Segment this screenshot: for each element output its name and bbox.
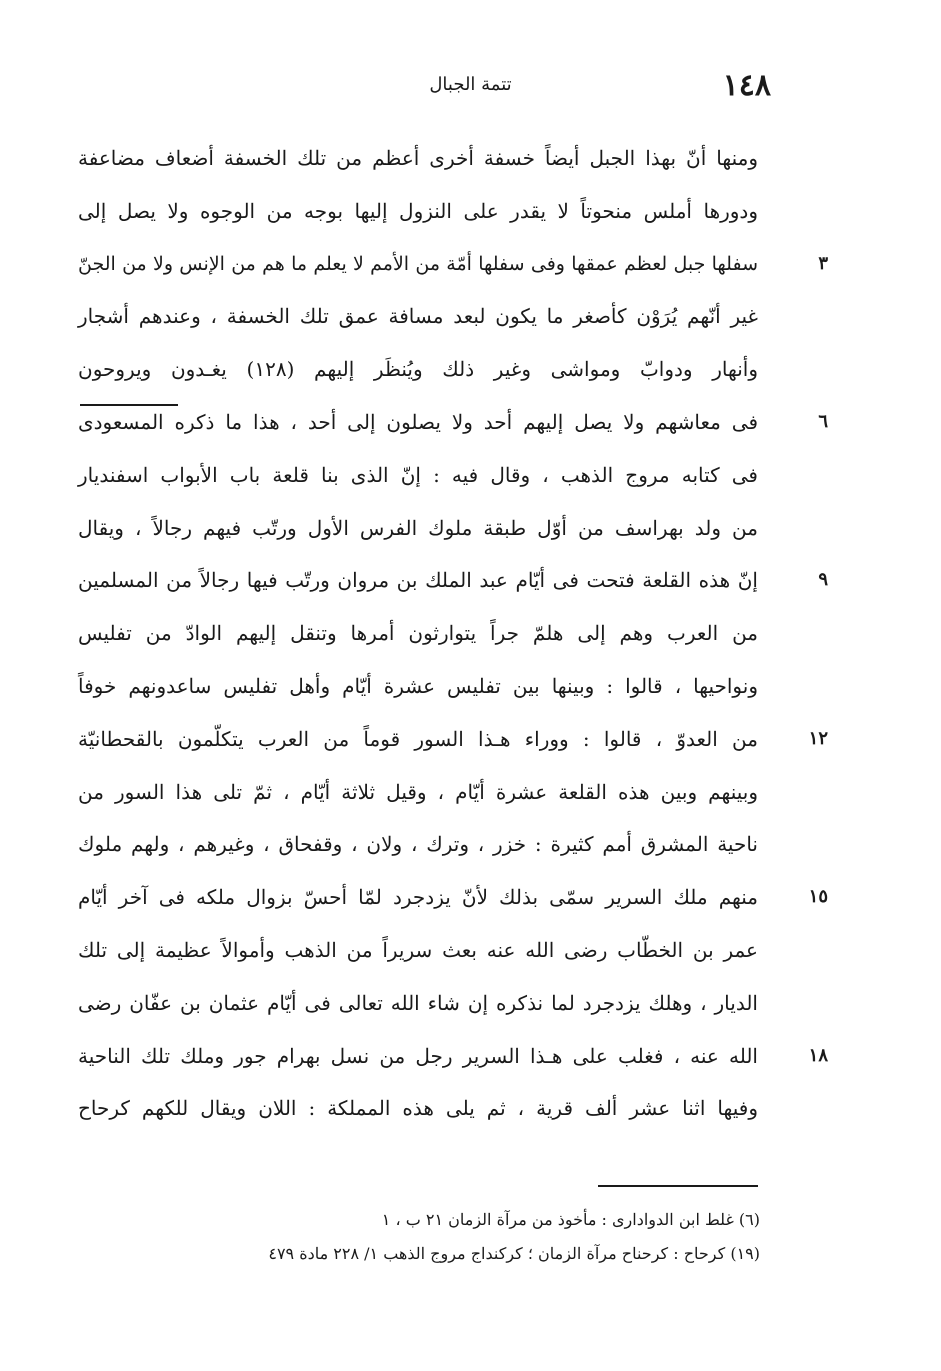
text-line <box>78 290 758 343</box>
text-line <box>78 607 758 660</box>
line-text: من العدوّ ، قالوا : ووراء هـذا السور قوماً من العرب يتكلّمون بالقحطانيّة <box>78 726 758 751</box>
page-header <box>0 62 941 102</box>
footnote: (٦) غلط ابن الدوادارى : مأخوذ من مرآة الزمان ٢١ ب ، ١ <box>381 1210 760 1229</box>
text-line <box>78 977 758 1030</box>
footnotes <box>100 1203 760 1271</box>
text-line <box>78 238 828 291</box>
text-line <box>78 343 758 396</box>
line-text: وفيها اثنا عشر ألف قرية ، ثم يلى هذه المملكة : اللان ويقال للكهم كرحاح <box>78 1096 758 1121</box>
line-text: سفلها جبل لعظم عمقها وفى سفلها أمّة من الأمم لا يعلم ما هم من الإنس ولا من الجنّ <box>78 252 758 275</box>
line-text: الله عنه ، فغلب على هـذا السرير رجل من نسل بهرام جور وملك تلك الناحية <box>78 1043 758 1068</box>
text-line <box>78 818 758 871</box>
footnote: (١٩) كرحاح : كرحناح مرآة الزمان ؛ كركنداج مروج الذهب ١/ ٢٢٨ مادة ٤٧٩ <box>268 1244 760 1263</box>
text-line <box>78 1082 758 1135</box>
line-text: منهم ملك السرير سمّى بذلك لأنّ يزدجرد لمّا أحسّ بزوال ملكه فى آخر أيّام <box>78 885 758 910</box>
text-line <box>78 185 758 238</box>
line-text: ودورها أملس منحوتاً لا يقدر على النزول إليها بوجه من الوجوه ولا يصل إلى <box>78 198 758 223</box>
text-line <box>78 766 758 819</box>
line-number: ١٢ <box>808 727 828 749</box>
text-line <box>78 924 758 977</box>
text-line <box>78 1030 828 1083</box>
line-text: ومنها أنّ بهذا الجبل أيضاً خسفة أخرى أعظم من تلك الخسفة أضعاف مضاعفة <box>78 146 758 170</box>
line-text: وبينهم وبين هذه القلعة عشرة أيّام ، وقيل ثلاثة أيّام ، ثمّ تلى هذا السور من <box>78 779 758 804</box>
line-text: وأنهار ودوابّ ومواشى وغير ذلك ويُنظَر إليهم (١٢٨) يغـدون ويروحون <box>78 357 758 382</box>
text-line <box>78 871 828 924</box>
line-text: فى كتابه مروج الذهب ، وقال فيه : إنّ الذى بنا قلعة باب الأبواب اسفنديار <box>78 462 758 487</box>
line-number: ١٨ <box>808 1044 828 1066</box>
text-line <box>78 554 828 607</box>
line-text: ونواحيها ، قالوا : وبينها بين تفليس عشرة أيّام وأهل تفليس ساعدونهم خوفاً <box>78 673 758 698</box>
line-number: ٣ <box>818 252 828 274</box>
line-text: ناحية المشرق أمم كثيرة : خزر ، وترك ، ولان ، وقفحاق ، وغيرهم ، ولهم ملوك <box>78 832 758 857</box>
line-text: إنّ هذه القلعة فتحت فى أيّام عبد الملك بن مروان ورتّب فيها رجالاً من المسلمين <box>78 568 758 593</box>
marginal-rule <box>80 404 178 406</box>
line-text: الديار ، وهلك يزدجرد لما نذكره إن شاء الله تعالى فى أيّام عثمان بن عفّان رضى <box>78 990 758 1015</box>
line-text: فى معاشهم ولا يصل إليهم أحد ولا يصلون إلى أحد ، هذا ما ذكره المسعودى <box>78 409 758 434</box>
text-line <box>78 660 758 713</box>
line-number: ٦ <box>818 410 828 432</box>
line-number: ٩ <box>818 569 828 591</box>
line-text: من العرب وهم إلى هلمّ جراً يتوارثون أمرها وتنقل إليهم الوادّ من تفليس <box>78 621 758 646</box>
line-text: غير أنّهم يُرَوْن كأصغر ما يكون لبعد مسافة عمق تلك الخسفة ، وعندهم أشجار <box>78 304 758 329</box>
line-number: ١٥ <box>808 886 828 908</box>
text-line <box>78 396 828 449</box>
text-line <box>78 132 758 185</box>
text-line <box>78 713 828 766</box>
text-line <box>78 449 758 502</box>
line-text: عمر بن الخطّاب رضى الله عنه بعث سريراً من الذهب وأموالاً عظيمة إلى تلك <box>78 937 758 962</box>
page-number: ١٤٨ <box>722 68 771 103</box>
main-text <box>78 132 828 1135</box>
text-line <box>78 502 758 555</box>
line-text: من ولد بهراسف من أوّل طبقة ملوك الفرس الأول ورتّب فيهم رجالاً ، ويقال <box>78 515 758 540</box>
running-title: تتمة الجبال <box>429 74 512 95</box>
footnote-divider <box>598 1185 758 1187</box>
